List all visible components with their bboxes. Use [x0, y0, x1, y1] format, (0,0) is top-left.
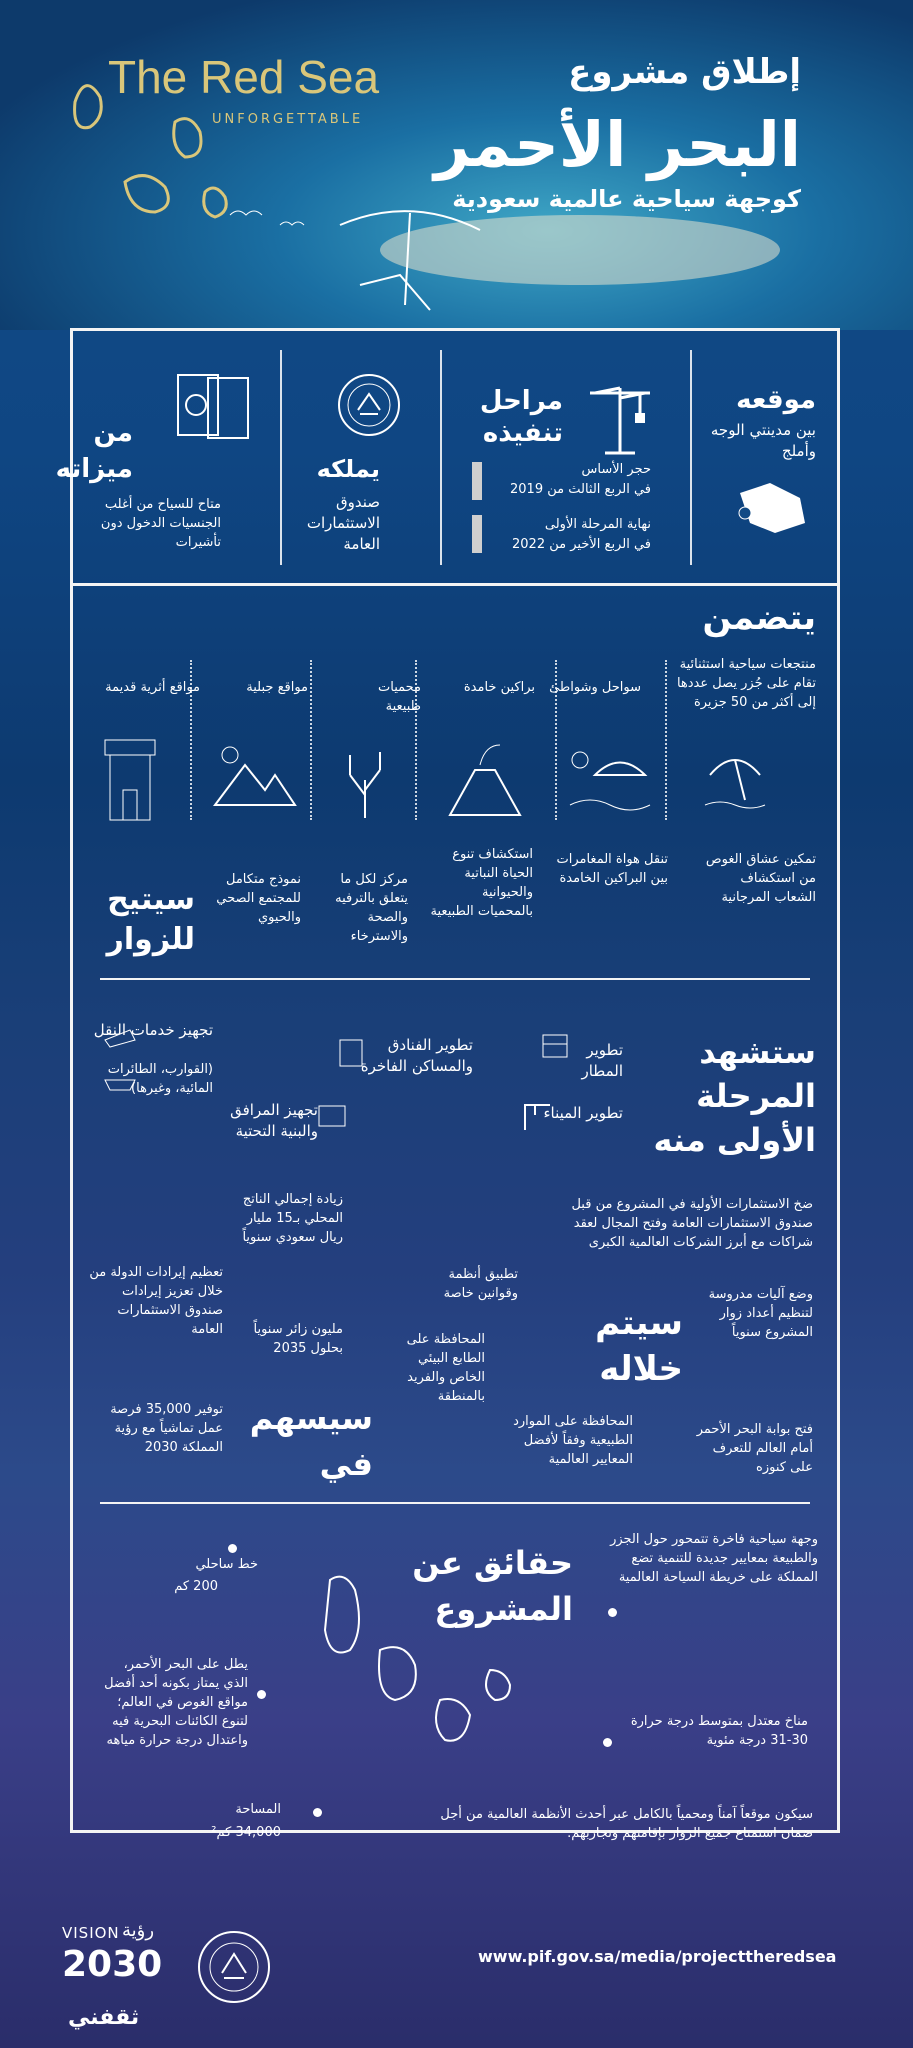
divider	[190, 660, 192, 820]
benefit-item: استكشاف تنوع الحياة النباتية والحيوانية بالمحميات الطبيعية	[430, 847, 533, 919]
divider	[70, 583, 840, 586]
phase-one-item: تطوير المطار	[581, 1041, 623, 1080]
features-title: من ميزاته	[55, 418, 133, 484]
airport-icon	[538, 1030, 572, 1062]
crane-icon	[585, 378, 655, 458]
divider	[690, 350, 692, 565]
diving-umbrella-icon	[700, 745, 790, 815]
area-value: 34,000 كم²	[211, 1825, 281, 1840]
infrastructure-icon	[315, 1098, 349, 1132]
mountain-icon	[210, 740, 300, 810]
benefit-item: مركز لكل ما يتعلق بالترفيه والصحة والاسترخاء	[335, 872, 408, 944]
phase1-label: نهاية المرحلة الأولى	[544, 517, 651, 532]
hotel-icon	[335, 1035, 367, 1069]
area-label: المساحة	[235, 1802, 281, 1817]
location-title: موقعه	[736, 385, 816, 415]
vision-word: VISION	[62, 1924, 120, 1942]
bullet-dot	[228, 1544, 237, 1553]
vision-year: 2030	[62, 1944, 163, 1985]
vision-ar: رؤية	[122, 1920, 155, 1941]
destination-fact: وجهة سياحية فاخرة تتمحور حول الجزر والطبيعة بمعايير جديدة للتنمية تضع المملكة على خريطة السياحة العالمية	[610, 1532, 818, 1585]
transport-note: (القوارب، الطائرات المائية، وغيرها)	[107, 1062, 213, 1096]
bullet-dot	[603, 1738, 612, 1747]
header-line3: كوجهة سياحية عالمية سعودية	[452, 185, 801, 213]
owner-title: يملكه	[316, 455, 380, 483]
contribute-item: زيادة إجمالي الناتج المحلي بـ15 مليار ريال سعودي سنوياً	[242, 1192, 343, 1245]
through-item: ضخ الاستثمارات الأولية في المشروع من قبل صندوق الاستثمارات العامة وفتح المجال لعقد شراكات مع أبرز الشركات العالمية الكبرى	[571, 1197, 813, 1250]
location-text: بين مدينتي الوجه وأملج	[710, 421, 816, 460]
contribute-item: توفير 35,000 فرصة عمل تماشياً مع رؤية المملكة 2030	[110, 1402, 223, 1455]
include-item: سواحل وشواطئ	[549, 680, 641, 695]
divider	[310, 660, 312, 820]
volcano-icon	[440, 740, 530, 820]
include-item: براكين خامدة	[463, 680, 535, 695]
saudi-map-icon	[730, 478, 810, 538]
includes-intro: منتجعات سياحية استثنائية تقام على جُزر يصل عددها إلى أكثر من 50 جزيرة	[676, 657, 816, 710]
diving-fact: يطل على البحر الأحمر، الذي يمتاز بكونه أحد أفضل مواقع الغوص في العالم؛ لتنوع الكائنات البحرية فيه واعتدال درجة حرارة مياهه	[104, 1657, 248, 1748]
divider	[665, 660, 667, 820]
include-item: محميات طبيعية	[378, 680, 421, 714]
divider	[440, 350, 442, 565]
benefit-item: نموذج متكامل للمجتمع الصحي والحيوي	[216, 872, 301, 925]
transport-icon	[100, 1025, 140, 1095]
coast-value: 200 كم	[174, 1579, 218, 1594]
through-item: المحافظة على الطابع البيئي الخاص والفريد بالمنطقة	[406, 1332, 485, 1404]
brand-title: The Red Sea	[108, 51, 380, 103]
through-item: وضع آليات مدروسة لتنظيم أعداد زوار المشروع سنوياً	[708, 1287, 813, 1340]
coast-label: خط ساحلي	[195, 1557, 258, 1572]
ancient-site-icon	[95, 735, 165, 825]
pif-seal-icon	[336, 372, 402, 438]
benefit-item: تمكين عشاق الغوص من استكشاف الشعاب المرجانية	[705, 852, 816, 905]
bullet-dot	[257, 1690, 266, 1699]
umbrella-sketch-icon	[330, 195, 490, 315]
facts-title: حقائق عن المشروع	[412, 1544, 573, 1628]
coral-icon	[335, 740, 395, 820]
contribute-title: سيسهم في	[249, 1399, 373, 1483]
header-line1: إطلاق مشروع	[568, 52, 801, 92]
pif-seal-icon	[195, 1928, 273, 2006]
through-item: المحافظة على الموارد الطبيعية وفقاً لأفضل المعايير العالمية	[513, 1414, 633, 1467]
footer-url[interactable]: www.pif.gov.sa/media/projecttheredsea	[478, 1947, 837, 1966]
brand-subtitle: UNFORGETTABLE	[212, 112, 364, 127]
phase-one-item: تجهيز خدمات النقل	[93, 1021, 213, 1039]
divider	[100, 1502, 810, 1504]
phase-one-item: تطوير الفنادق والمساكن الفاخرة	[360, 1036, 473, 1075]
phase-one-title: ستشهد المرحلة الأولى منه	[653, 1033, 816, 1159]
watermark: ثقفني	[68, 2005, 140, 2030]
through-title: سيتم خلاله	[595, 1303, 683, 1389]
safety-fact: سيكون موقعاً آمناً ومحمياً بالكامل عبر أحدث الأنظمة العالمية من أجل ضمان استمتاع جميع الزوار بإقامتهم وتجاربهم.	[440, 1807, 813, 1841]
divider	[555, 660, 557, 820]
include-item: مواقع جبلية	[246, 680, 308, 695]
beach-icon	[565, 745, 655, 815]
phases-title: مراحل تنفيذه	[479, 386, 563, 448]
through-item: فتح بوابة البحر الأحمر أمام العالم للتعرف على كنوزه	[696, 1422, 813, 1475]
port-crane-icon	[520, 1100, 554, 1134]
include-item: مواقع أثرية قديمة	[105, 680, 200, 695]
climate-fact: مناخ معتدل بمتوسط درجة حرارة 30-31 درجة مئوية	[630, 1714, 808, 1748]
bullet-dot	[313, 1808, 322, 1817]
passport-icon	[168, 370, 258, 450]
contribute-item: مليون زائر سنوياً بحلول 2035	[253, 1322, 343, 1356]
foundation-date: في الربع الثالث من 2019	[510, 482, 651, 497]
through-item: تطبيق أنظمة وقوانين خاصة	[443, 1267, 518, 1301]
phase-one-item: تجهيز المرافق والبنية التحتية	[230, 1101, 318, 1140]
header-line2: البحر الأحمر	[434, 108, 801, 181]
phase1-date: في الربع الأخير من 2022	[512, 537, 651, 552]
owner-text: صندوق الاستثمارات العامة	[306, 493, 380, 553]
divider	[100, 978, 810, 980]
islands-map-icon	[310, 1560, 550, 1780]
contribute-item: تعظيم إيرادات الدولة من خلال تعزيز إيرادات صندوق الاستثمارات العامة	[89, 1265, 223, 1337]
visitors-title: سيتيح للزوار	[106, 882, 195, 957]
phase-one-item: تطوير الميناء	[543, 1104, 623, 1122]
includes-title: يتضمن	[702, 598, 816, 638]
divider	[415, 660, 417, 820]
foundation-label: حجر الأساس	[581, 462, 651, 477]
bullet-dot	[608, 1608, 617, 1617]
features-text: متاح للسياح من أغلب الجنسيات الدخول دون تأشيرات	[100, 497, 221, 550]
benefit-item: تنقل هواة المغامرات بين البراكين الخامدة	[556, 852, 668, 886]
